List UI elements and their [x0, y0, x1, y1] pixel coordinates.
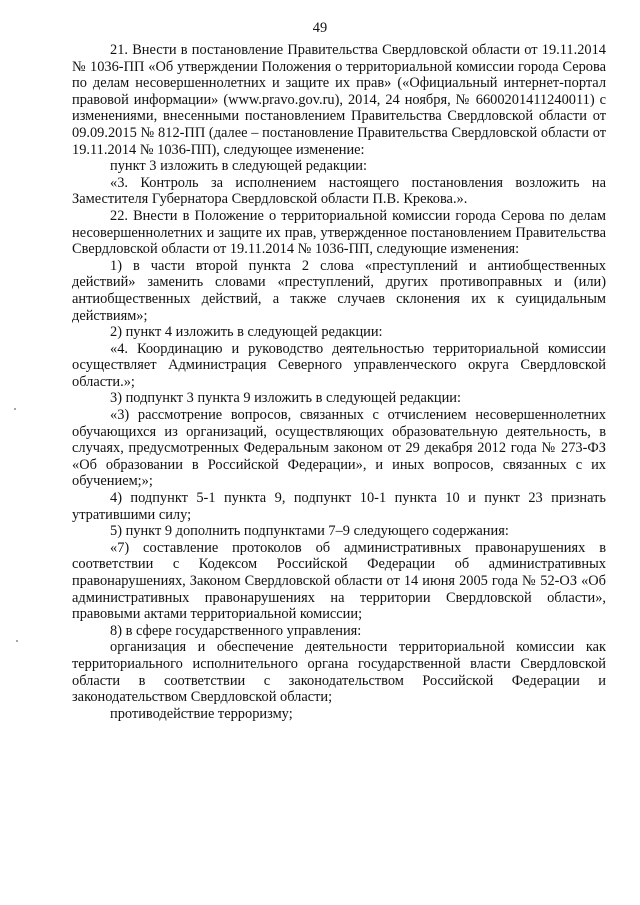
paragraph-item-3-text: «3. Контроль за исполнением настоящего постановления возложить на Заместителя Губернатора Свердловской области П.В. Крекова.». — [72, 174, 606, 208]
paragraph-subitem-8: 8) в сфере государственного управления: — [110, 622, 362, 639]
paragraph-22: 22. Внести в Положение о территориальной комиссии города Серова по делам несовершеннолетних и защите их прав, утвержденное постановлением Правительства Свердловской области от 19.11.2014 № 1036-ПП, следующие изменения: — [72, 207, 606, 258]
paragraph-subitem-7: «7) составление протоколов об административных правонарушениях в соответствии с Кодексом Российской Федерации об административных правонарушениях, Законом Свердловской области от 14 июня 2005 года № 52-ОЗ «Об административных правонарушениях на территории Свердловской области», правовыми актами территориальной комиссии; — [72, 539, 606, 623]
paragraph-item-3-intro: пункт 3 изложить в следующей редакции: — [110, 158, 367, 175]
paragraph-item-4-text: «4. Координацию и руководство деятельностью территориальной комиссии осуществляет Администрация Северного управленческого округа Свердловской области.»; — [72, 340, 606, 390]
paragraph-change-1: 1) в части второй пункта 2 слова «преступлений и антиобщественных действий» заменить словами «преступлений, других противоправных и (или) антиобщественных действий, а также случаев склонения их к суицидальным действиям»; — [72, 257, 606, 324]
scan-speck — [14, 408, 16, 410]
scan-speck — [16, 640, 18, 642]
paragraph-21: 21. Внести в постановление Правительства Свердловской области от 19.11.2014 № 1036-ПП «Об утверждении Положения о территориальной комиссии города Серова по делам несовершеннолетних и защите их прав» («Официальный интернет-портал правовой информации» (www.pravo.gov.ru), 2014, 24 ноября, № 6600201411240011) с изменениями, внесенными постановлением Правительства Свердловской области от 09.09.2015 № 812-ПП (далее – постановление Правительства Свердловской области от 19.11.2014 № 1036-ПП), следующее изменение: — [72, 42, 606, 158]
paragraph-change-3: 3) подпункт 3 пункта 9 изложить в следующей редакции: — [110, 390, 461, 407]
document-body — [72, 42, 606, 722]
paragraph-change-5: 5) пункт 9 дополнить подпунктами 7–9 следующего содержания: — [110, 523, 509, 540]
paragraph-change-4: 4) подпункт 5-1 пункта 9, подпункт 10-1 пункта 10 и пункт 23 признать утратившими силу; — [72, 490, 606, 523]
paragraph-organization: организация и обеспечение деятельности территориальной комиссии как территориального исполнительного органа государственной власти Свердловской области в соответствии с законодательством Российской Федерации и законодательством Свердловской области; — [72, 639, 606, 706]
page-number: 49 — [312, 20, 328, 36]
paragraph-subitem-3-text: «3) рассмотрение вопросов, связанных с отчислением несовершеннолетних обучающихся из организаций, осуществляющих образовательную деятельность, в случаях, предусмотренных Федеральным законом от 29 декабря 2012 года № 273-ФЗ «Об образовании в Российской Федерации», и иных вопросов, связанных с их обучением;»; — [72, 407, 606, 490]
paragraph-counterterrorism: противодействие терроризму; — [110, 705, 293, 722]
paragraph-change-2: 2) пункт 4 изложить в следующей редакции: — [110, 324, 383, 341]
